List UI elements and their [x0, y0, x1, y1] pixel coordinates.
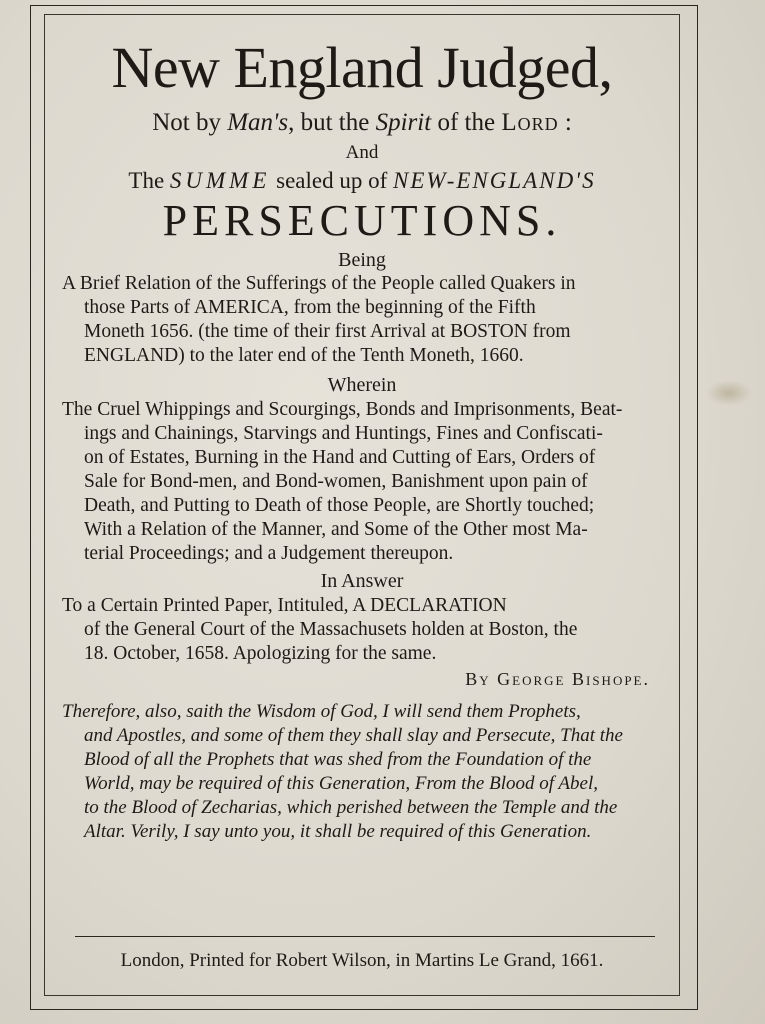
wherein-paragraph: [44, 398, 680, 566]
quote-line: Therefore, also, saith the Wisdom of God, I will send them Prophets,: [62, 701, 581, 722]
subtitle-part: :: [558, 109, 572, 136]
wherein-line-text: With a Relation of the Manner, and Some of the Other most Ma-: [84, 519, 588, 540]
imprint-line: London, Printed for Robert Wilson, in Martins Le Grand, 1661.: [120, 950, 604, 971]
summe-line: [44, 166, 680, 196]
new-englands-word: NEW-ENGLAND'S: [393, 168, 596, 193]
title-page: [44, 14, 680, 844]
subtitle-part-italic: Spirit: [375, 109, 432, 136]
relation-paragraph: [44, 272, 680, 368]
in-answer-line: In Answer: [320, 570, 404, 592]
subtitle-part-lord: Lord: [501, 109, 559, 136]
relation-line: Moneth 1656. (the time of their first Arrival at BOSTON from: [84, 321, 571, 342]
relation-line: ENGLAND) to the later end of the Tenth Moneth, 1660.: [84, 345, 524, 366]
author-line: By George Bishope.: [465, 669, 650, 689]
wherein-line-text: Sale for Bond-men, and Bond-women, Banishment upon pain of: [84, 471, 588, 492]
scripture-quote: [44, 700, 680, 844]
persecutions-heading: PERSECUTIONS.: [162, 196, 562, 245]
wherein-line: Wherein: [327, 374, 397, 396]
quote-line: to the Blood of Zecharias, which perished between the Temple and the: [84, 797, 618, 818]
answer-line: of the General Court of the Massachusets holden at Boston, the: [84, 619, 578, 640]
quote-line: and Apostles, and some of them they shall slay and Persecute, That the: [84, 725, 623, 746]
answer-paragraph: [44, 594, 680, 666]
summe-word: SUMME: [169, 168, 271, 193]
quote-line: Altar. Verily, I say unto you, it shall be required of this Generation.: [84, 821, 592, 842]
relation-line: A Brief Relation of the Sufferings of the People called Quakers in: [62, 273, 576, 294]
answer-line: To a Certain Printed Paper, Intituled, A DECLARATION: [62, 595, 507, 616]
wherein-line-text: ings and Chainings, Starvings and Huntings, Fines and Confiscati-: [84, 423, 603, 444]
main-title: New England Judged,: [111, 35, 613, 100]
and-line: And: [345, 142, 379, 163]
paper-stain: [706, 380, 752, 406]
answer-line: 18. October, 1658. Apologizing for the same.: [84, 643, 437, 664]
subtitle-part: of the: [431, 109, 502, 136]
subtitle-part: Not by: [152, 109, 228, 136]
subtitle: [44, 108, 680, 138]
summe-part: The: [128, 168, 170, 193]
wherein-line-text: on of Estates, Burning in the Hand and Cutting of Ears, Orders of: [84, 447, 596, 468]
being-line: Being: [338, 249, 386, 271]
subtitle-part: , but the: [288, 109, 376, 136]
imprint-rule: [75, 936, 655, 937]
wherein-line-text: Death, and Putting to Death of those People, are Shortly touched;: [84, 495, 595, 516]
wherein-line-text: terial Proceedings; and a Judgement thereupon.: [84, 543, 454, 564]
subtitle-part-italic: Man's: [227, 109, 289, 136]
relation-line: those Parts of AMERICA, from the beginning of the Fifth: [84, 297, 536, 318]
wherein-line-text: The Cruel Whippings and Scourgings, Bonds and Imprisonments, Beat-: [62, 399, 623, 420]
quote-line: Blood of all the Prophets that was shed from the Foundation of the: [84, 749, 592, 770]
summe-part: sealed up of: [270, 168, 394, 193]
quote-line: World, may be required of this Generation, From the Blood of Abel,: [84, 773, 599, 794]
